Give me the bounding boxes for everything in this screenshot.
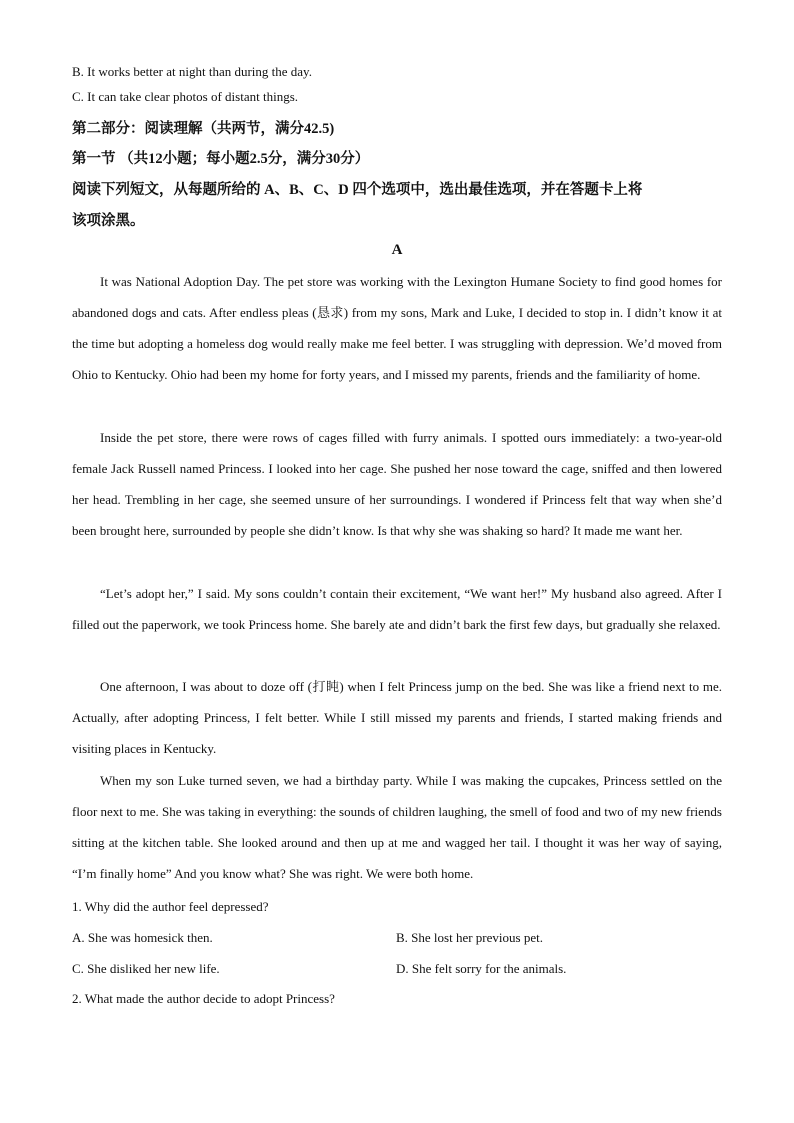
passage-paragraph-1: It was National Adoption Day. The pet store was working with the Lexington Humane Society to find good homes for abandoned dogs and cats. After endless pleas (恳求) from my sons, Mark and Luke, I decided to stop in. I didn’t know it at the time but adopting a homeless dog would really make me feel better. I was struggling with depression. We’d moved from Ohio to Kentucky. Ohio had been my home for forty years, and I missed my parents, friends and the familiarity of home.: [72, 274, 722, 382]
question-1-option-a: A. She was homesick then.: [72, 930, 213, 945]
question-2-stem: 2. What made the author decide to adopt Princess?: [72, 991, 335, 1006]
section-subtitle: 第一节 （共12小题；每小题2.5分，满分30分）: [72, 151, 370, 167]
passage-paragraph-4: One afternoon, I was about to doze off (打盹) when I felt Princess jump on the bed. She was like a friend next to me. Actually, after adopting Princess, I felt better. While I still missed my parents and friends, I started making friends and visiting places in Kentucky.: [72, 679, 722, 756]
prev-option-b: B. It works better at night than during the day.: [72, 64, 312, 79]
question-1-option-d: D. She felt sorry for the animals.: [396, 961, 567, 976]
question-1-stem: 1. Why did the author feel depressed?: [72, 899, 269, 914]
part-title: 第二部分：阅读理解（共两节，满分42.5): [72, 121, 335, 137]
instruction-line-1: 阅读下列短文，从每题所给的 A、B、C、D 四个选项中，选出最佳选项，并在答题卡上将: [72, 182, 643, 198]
passage-paragraph-2: Inside the pet store, there were rows of cages filled with furry animals. I spotted ours immediately: a two-year-old female Jack Russell named Princess. I looked into her cage. She pushed her nose toward the cage, sniffed and then lowered her head. Trembling in her cage, she seemed unsure of her surroundings. I wondered if Princess felt that way when she’d been brought here, surrounded by people she didn’t know. Is that why she was shaking so hard? It made me want her.: [72, 430, 722, 538]
passage-paragraph-3: “Let’s adopt her,” I said. My sons couldn’t contain their excitement, “We want her!” My husband also agreed. After I filled out the paperwork, we took Princess home. She barely ate and didn’t bark the first few days, but gradually she relaxed.: [72, 586, 722, 632]
instruction-line-2: 该项涂黑。: [72, 213, 145, 229]
question-1-option-c: C. She disliked her new life.: [72, 961, 220, 976]
passage-label: A: [391, 242, 403, 258]
passage-paragraph-5: When my son Luke turned seven, we had a birthday party. While I was making the cupcakes, Princess settled on the floor next to me. She was taking in everything: the sounds of children laughing, the smell of food and two of my new friends sitting at the kitchen table. She looked around and then up at me and wagged her tail. I thought it was her way of saying, “I’m finally home” And you know what? She was right. We were both home.: [72, 773, 722, 881]
prev-option-c: C. It can take clear photos of distant things.: [72, 89, 299, 104]
question-1-option-b: B. She lost her previous pet.: [396, 930, 543, 945]
